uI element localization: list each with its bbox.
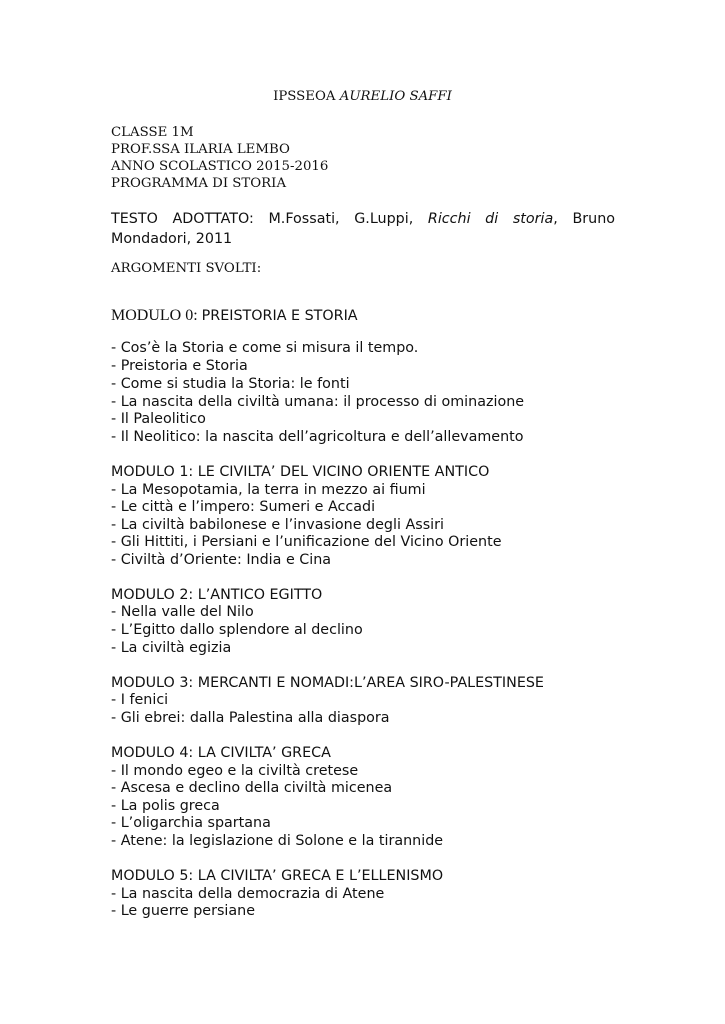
list-item: - Le guerre persiane	[111, 903, 256, 919]
school-prefix: IPSSEOA	[273, 89, 336, 104]
class-line: CLASSE 1M	[111, 125, 194, 140]
textbook-paragraph: TESTO ADOTTATO: M.Fossati, G.Luppi, Ricchi di storia, Bruno Mondadori, 2011	[111, 211, 616, 247]
list-item: - La nascita della democrazia di Atene	[111, 886, 385, 902]
list-item: - Le città e l’impero: Sumeri e Accadi	[111, 499, 376, 515]
list-item: - L’Egitto dallo splendore al declino	[111, 622, 363, 638]
list-item: - Il mondo egeo e la civiltà cretese	[111, 763, 359, 779]
list-item: - Gli Hittiti, i Persiani e l’unificazione del Vicino Oriente	[111, 534, 502, 550]
module-heading: MODULO 1: LE CIVILTA’ DEL VICINO ORIENTE ANTICO	[111, 464, 490, 480]
textbook-label: TESTO ADOTTATO	[111, 211, 250, 227]
school-year-line: ANNO SCOLASTICO 2015-2016	[111, 159, 329, 174]
list-item: - Preistoria e Storia	[111, 358, 248, 374]
teacher-line: PROF.SSA ILARIA LEMBO	[111, 142, 290, 157]
list-item: - La Mesopotamia, la terra in mezzo ai fiumi	[111, 482, 426, 498]
textbook-authors: M.Fossati, G.Luppi,	[268, 211, 414, 227]
school-name-italic: AURELIO SAFFI	[339, 89, 452, 104]
list-item: - Gli ebrei: dalla Palestina alla diaspora	[111, 710, 390, 726]
list-item: - Il Paleolitico	[111, 411, 206, 427]
textbook-title: Ricchi di storia	[427, 211, 554, 227]
list-item: - Atene: la legislazione di Solone e la tirannide	[111, 833, 444, 849]
topics-heading: ARGOMENTI SVOLTI:	[111, 261, 262, 276]
list-item: - I fenici	[111, 692, 169, 708]
textbook-publisher: , Bruno Mondadori,	[111, 211, 616, 247]
list-item: - Ascesa e declino della civiltà micenea	[111, 780, 393, 796]
list-item: - L’oligarchia spartana	[111, 815, 271, 831]
school-name	[0, 88, 725, 106]
module-heading: MODULO 5: LA CIVILTA’ GRECA E L’ELLENISMO	[111, 868, 444, 884]
module-heading: MODULO 3: MERCANTI E NOMADI:L’AREA SIRO-PALESTINESE	[111, 675, 544, 691]
list-item: - Cos’è la Storia e come si misura il tempo.	[111, 340, 419, 356]
module-heading: MODULO 0: PREISTORIA E STORIA	[111, 307, 358, 324]
list-item: - Il Neolitico: la nascita dell’agricoltura e dell’allevamento	[111, 429, 524, 445]
module-heading: MODULO 2: L’ANTICO EGITTO	[111, 587, 323, 603]
module-heading: MODULO 4: LA CIVILTA’ GRECA	[111, 745, 331, 761]
list-item: - Nella valle del Nilo	[111, 604, 254, 620]
list-item: - La polis greca	[111, 798, 220, 814]
program-title: PROGRAMMA DI STORIA	[111, 176, 287, 191]
list-item: - La nascita della civiltà umana: il processo di ominazione	[111, 394, 525, 410]
textbook-year: 2011	[195, 231, 233, 247]
list-item: - La civiltà egizia	[111, 640, 232, 656]
list-item: - La civiltà babilonese e l’invasione degli Assiri	[111, 517, 444, 533]
list-item: - Come si studia la Storia: le fonti	[111, 376, 350, 392]
list-item: - Civiltà d’Oriente: India e Cina	[111, 552, 332, 568]
